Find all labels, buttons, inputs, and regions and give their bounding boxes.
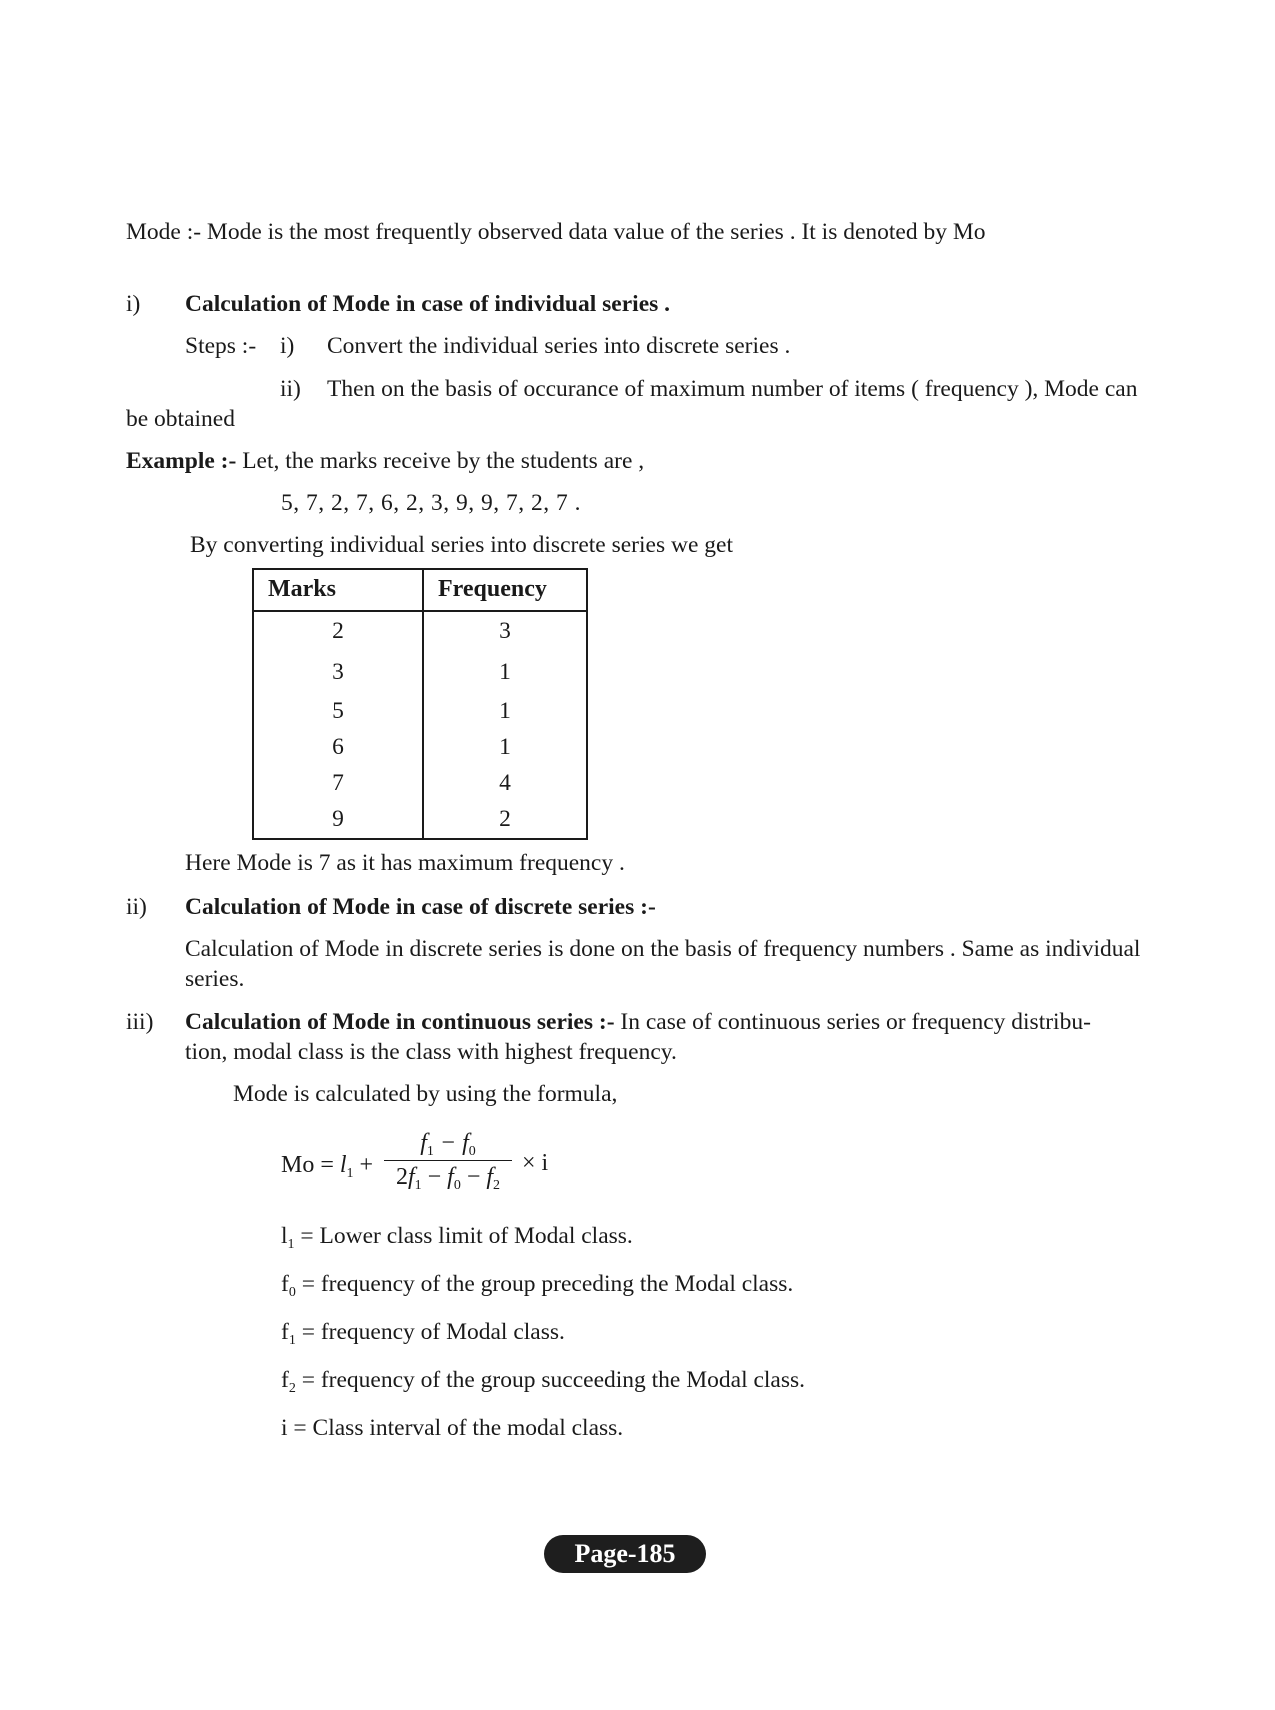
formula-numerator: $f_1 - f_0$ xyxy=(420,1130,476,1159)
section-3-number: iii) xyxy=(126,1009,154,1035)
cell-frequency: 3 xyxy=(423,611,587,652)
definition-symbol: i xyxy=(281,1415,288,1441)
definition-symbol: l xyxy=(281,1223,288,1249)
section-1-number: i) xyxy=(126,291,141,317)
example-line xyxy=(126,447,644,476)
table-row xyxy=(253,766,587,802)
step-1-text: Convert the individual series into discrete series . xyxy=(327,333,791,359)
example-text: Let, the marks receive by the students are , xyxy=(242,448,645,474)
page-number-badge: Page-185 xyxy=(544,1535,706,1573)
cell-frequency: 1 xyxy=(423,694,587,730)
cell-frequency: 2 xyxy=(423,802,587,839)
definition-subscript: 0 xyxy=(288,1285,296,1300)
marks-list: 5, 7, 2, 7, 6, 2, 3, 9, 9, 7, 2, 7 . xyxy=(281,490,581,516)
cell-frequency: 1 xyxy=(423,730,587,766)
steps-label: Steps :- xyxy=(185,333,257,359)
formula-times-i: × i xyxy=(522,1150,549,1176)
definition-f0 xyxy=(281,1270,793,1302)
definition-f2 xyxy=(281,1366,805,1398)
table-header-row xyxy=(253,569,587,611)
definition-text: = frequency of Modal class. xyxy=(301,1319,565,1345)
section-2-title: Calculation of Mode in case of discrete series :- xyxy=(185,894,656,920)
step-2-text: Then on the basis of occurance of maximum number of items ( frequency ), Mode can xyxy=(327,376,1138,402)
section-1-title: Calculation of Mode in case of individual series . xyxy=(185,291,671,317)
table-row xyxy=(253,611,587,652)
formula-intro: Mode is calculated by using the formula, xyxy=(233,1081,618,1107)
table-row xyxy=(253,694,587,730)
definition-symbol: f xyxy=(281,1271,289,1297)
definition-text: = Class interval of the modal class. xyxy=(293,1415,624,1441)
step-2-continuation: be obtained xyxy=(126,406,235,432)
header-marks: Marks xyxy=(253,569,423,611)
continuous-line1 xyxy=(185,1008,1091,1037)
definition-i xyxy=(281,1414,623,1446)
definition-subscript: 1 xyxy=(288,1333,296,1348)
definition-symbol: f xyxy=(281,1319,289,1345)
section-2-number: ii) xyxy=(126,894,147,920)
discrete-text-line1: Calculation of Mode in discrete series is done on the basis of frequency numbers . Same as individual xyxy=(185,936,1141,962)
fraction-bar xyxy=(384,1160,512,1161)
cell-marks: 2 xyxy=(332,618,344,645)
definition-l1 xyxy=(281,1222,633,1254)
formula-denominator: $2f_1 - f_0 - f_2$ xyxy=(395,1164,501,1193)
cell-marks: 9 xyxy=(332,806,344,833)
definition-subscript: 2 xyxy=(288,1381,296,1396)
table-row xyxy=(253,652,587,694)
formula-lhs-text: Mo = xyxy=(281,1152,340,1178)
table-row xyxy=(253,802,587,839)
mode-conclusion: Here Mode is 7 as it has maximum frequency . xyxy=(185,850,625,876)
continuous-text-line1: In case of continuous series or frequency distribu- xyxy=(620,1009,1091,1035)
cell-marks: 7 xyxy=(332,770,344,797)
discrete-text-line2: series. xyxy=(185,966,245,992)
definition-f1 xyxy=(281,1318,565,1350)
cell-marks: 3 xyxy=(332,659,344,686)
cell-frequency: 4 xyxy=(423,766,587,802)
intro-text: Mode :- Mode is the most frequently observed data value of the series . It is denoted by Mo xyxy=(126,219,986,245)
cell-marks: 6 xyxy=(332,734,344,761)
step-1-number: i) xyxy=(280,333,295,359)
table-row xyxy=(253,730,587,766)
section-3-title: Calculation of Mode in continuous series :- xyxy=(185,1009,615,1035)
convert-text: By converting individual series into discrete series we get xyxy=(190,532,733,558)
formula-fraction xyxy=(384,1128,512,1192)
definition-symbol: f xyxy=(281,1367,289,1393)
marks-frequency-table xyxy=(252,568,588,840)
definition-text: = Lower class limit of Modal class. xyxy=(300,1223,633,1249)
header-frequency: Frequency xyxy=(423,569,587,611)
definition-subscript: 1 xyxy=(287,1237,295,1252)
formula-lhs: $Mo = l_1$ + xyxy=(281,1152,374,1181)
cell-marks: 5 xyxy=(332,698,344,725)
example-label: Example :- xyxy=(126,448,237,474)
definition-text: = frequency of the group preceding the Modal class. xyxy=(301,1271,794,1297)
definition-text: = frequency of the group succeeding the Modal class. xyxy=(301,1367,806,1393)
cell-frequency: 1 xyxy=(423,652,587,694)
continuous-text-line2: tion, modal class is the class with highest frequency. xyxy=(185,1039,677,1065)
step-2-number: ii) xyxy=(280,376,301,402)
